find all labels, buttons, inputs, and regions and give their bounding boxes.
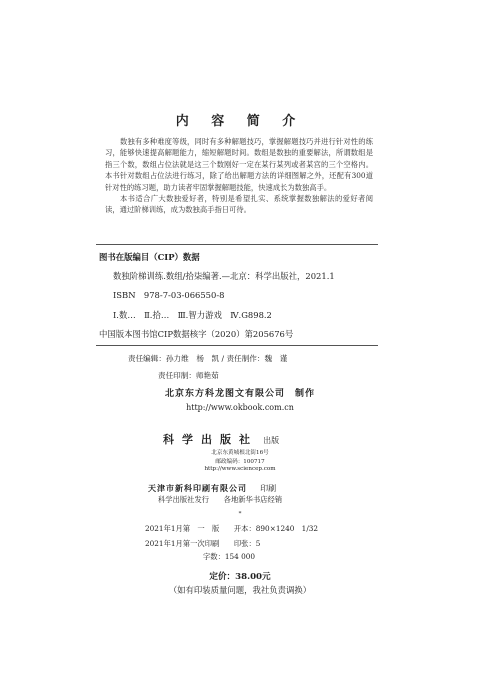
producer-url: http://www.okbook.com.cn <box>186 403 294 412</box>
separator-mark: * <box>238 511 242 517</box>
printer-line <box>148 476 276 495</box>
publisher-role: 出版 <box>263 436 280 445</box>
cip-isbn: ISBN 978-7-03-066550-8 <box>113 290 225 300</box>
price: 定价：38.00元 <box>209 572 271 582</box>
intro-paragraph-1: 数独有多种难度等级，同时有多种解题技巧，掌握解题技巧并进行针对性的练习，能够快速提高解题能力，缩短解题时间。数组是数独的重要解法，所谓数组是指三个数，数组占位法就是这三个数刚好一定在某行某列或者某宫的三个空格内。本书针对数组占位法进行练习，除了给出解题方法的详细图解之外，还配有300道针对性的练习题，助力读者牢固掌握解题技能，快速成长为数独高手。 <box>105 137 373 192</box>
quality-notice: （如有印装质量问题，我社负责调换） <box>168 585 312 595</box>
divider-bottom <box>96 345 378 346</box>
intro-text <box>105 136 373 216</box>
publisher-address: 北京东黄城根北街16号 <box>211 450 269 456</box>
intro-paragraph-2: 本书适合广大数独爱好者，特别是希望扎实、系统掌握数独解法的爱好者阅读，通过阶梯训练，成为数独高手指日可待。 <box>105 194 373 215</box>
edition-line: 2021年1月第 一 版 开本：890×1240 1/32 <box>145 524 319 533</box>
credits-editors: 责任编辑：孙力维 杨 凯 / 责任制作：魏 谨 <box>128 354 288 363</box>
printer-name: 天津市新科印刷有限公司 <box>148 483 247 493</box>
printer-role: 印刷 <box>260 484 277 493</box>
printing-line: 2021年1月第一次印刷 印张：5 <box>145 539 261 548</box>
publisher-url: http://www.sciencep.com <box>204 466 276 472</box>
intro-title: 内 容 简 介 <box>175 114 305 129</box>
credits-printing: 责任印制：师艳茹 <box>158 371 219 380</box>
producer-name: 北京东方科龙图文有限公司 制作 <box>164 389 315 399</box>
cip-title-line: 数独阶梯训练.数组/拾柒编著.—北京：科学出版社，2021.1 <box>113 271 335 281</box>
publisher-postcode: 邮政编码：100717 <box>215 459 265 465</box>
cip-heading: 图书在版编目（CIP）数据 <box>99 252 200 262</box>
distribution-line: 科学出版社发行 各地新华书店经销 <box>158 495 283 504</box>
cip-subjects: Ⅰ.数… Ⅱ.拾… Ⅲ.智力游戏 Ⅳ.G898.2 <box>113 310 272 320</box>
divider-top <box>96 244 378 245</box>
word-count: 字数：154 000 <box>203 552 256 561</box>
publisher-line <box>163 428 279 447</box>
cip-record: 中国版本图书馆CIP数据核字（2020）第205676号 <box>99 329 294 339</box>
publisher-name: 科学出版社 <box>163 433 258 446</box>
